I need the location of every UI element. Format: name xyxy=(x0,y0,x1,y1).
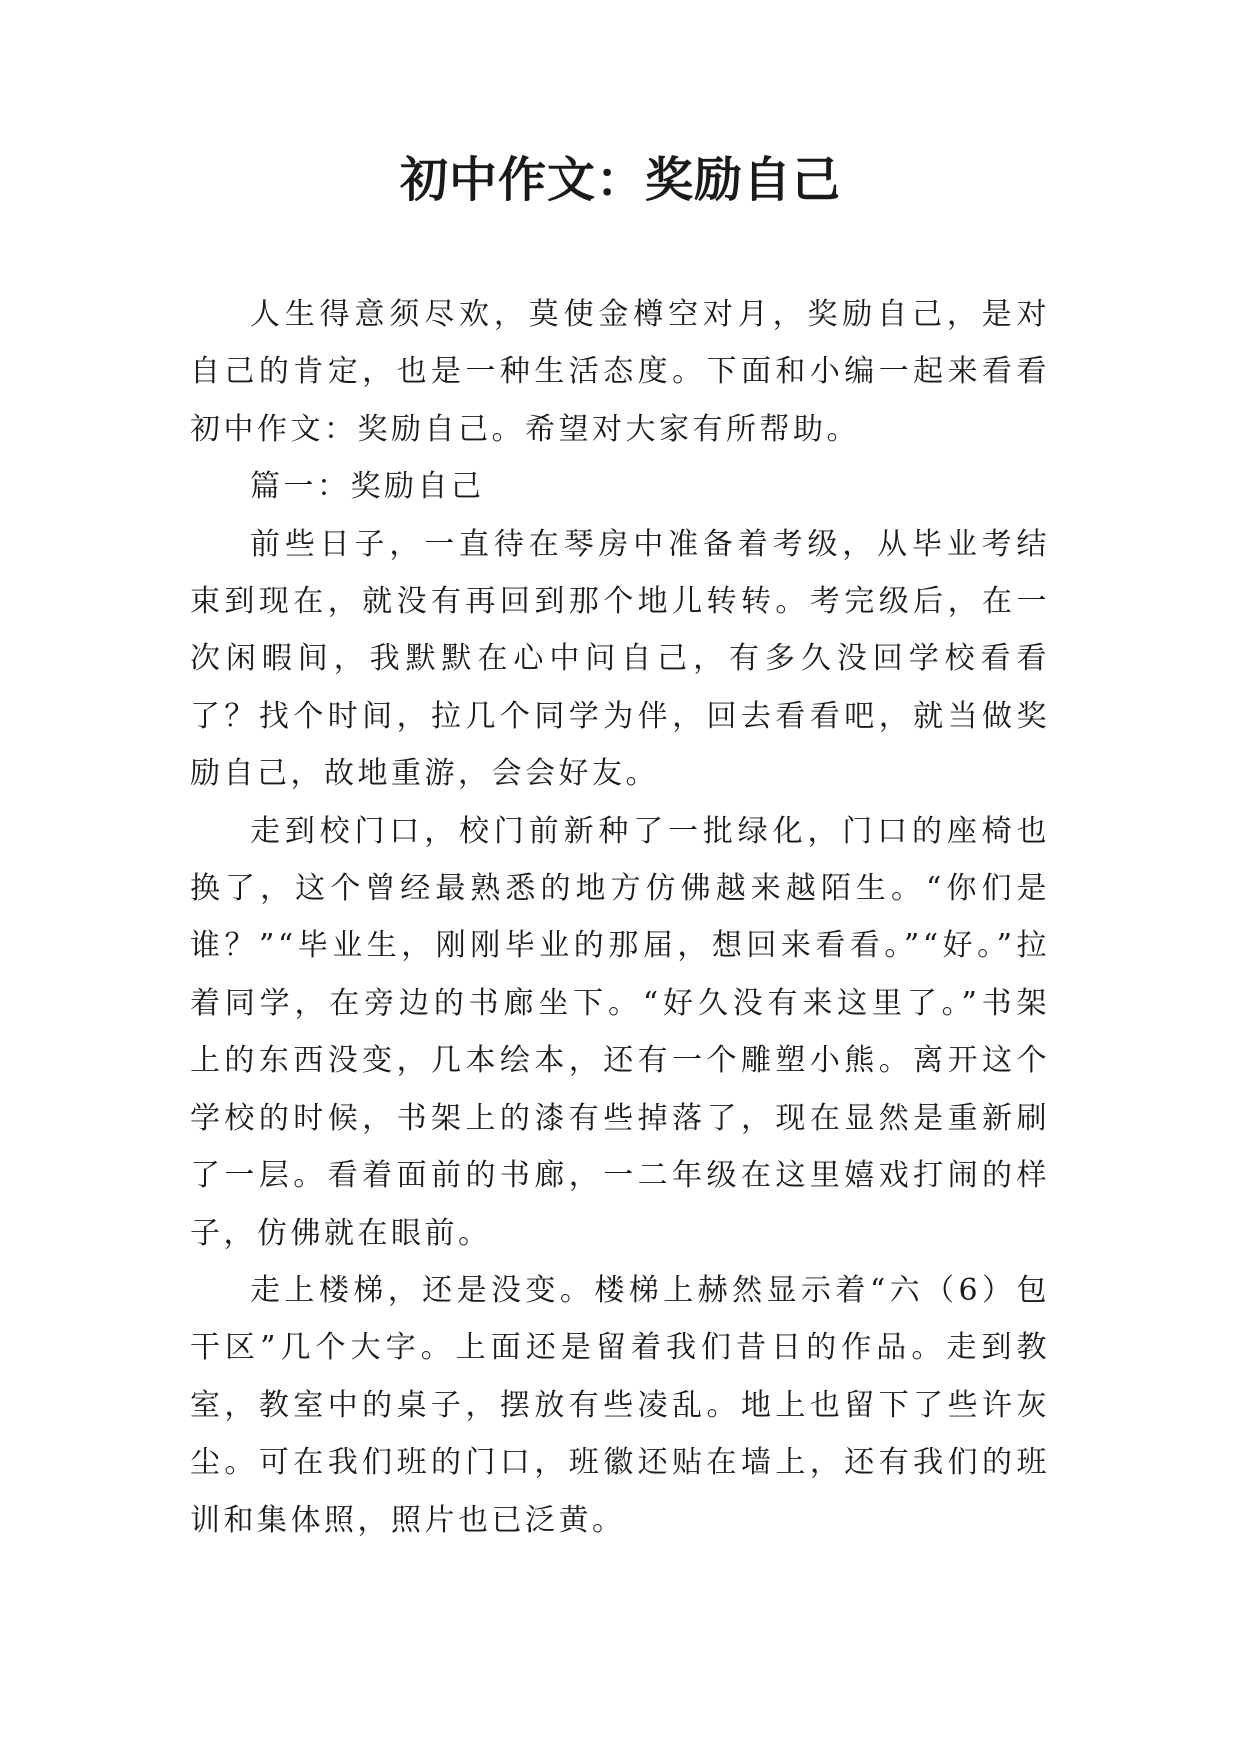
intro-paragraph: 人生得意须尽欢，莫使金樽空对月，奖励自己，是对自己的肯定，也是一种生活态度。下面和小编一起来看看初中作文：奖励自己。希望对大家有所帮助。 xyxy=(190,297,1050,447)
body-paragraph: 走上楼梯，还是没变。楼梯上赫然显示着“六（6）包干区”几个大字。上面还是留着我们昔日的作品。走到教室，教室中的桌子，摆放有些凌乱。地上也留下了些许灰尘。可在我们班的门口，班徽还贴在墙上，还有我们的班训和集体照，照片也已泛黄。 xyxy=(190,1272,1050,1538)
section-heading: 篇一：奖励自己 xyxy=(250,469,485,505)
body-paragraph: 前些日子，一直待在琴房中准备着考级，从毕业考结束到现在，就没有再回到那个地儿转转。考完级后，在一次闲暇间，我默默在心中问自己，有多久没回学校看看了？找个时间，拉几个同学为伴，回去看看吧，就当做奖励自己，故地重游，会会好友。 xyxy=(190,526,1050,792)
document-body xyxy=(190,286,1050,1549)
document-title: 初中作文：奖励自己 xyxy=(399,152,841,208)
body-paragraph: 走到校门口，校门前新种了一批绿化，门口的座椅也换了，这个曾经最熟悉的地方仿佛越来越陌生。“你们是谁？”“毕业生，刚刚毕业的那届，想回来看看。”“好。”拉着同学，在旁边的书廊坐下。“好久没有来这里了。”书架上的东西没变，几本绘本，还有一个雕塑小熊。离开这个学校的时候，书架上的漆有些掉落了，现在显然是重新刷了一层。看着面前的书廊，一二年级在这里嬉戏打闹的样子，仿佛就在眼前。 xyxy=(190,813,1050,1251)
